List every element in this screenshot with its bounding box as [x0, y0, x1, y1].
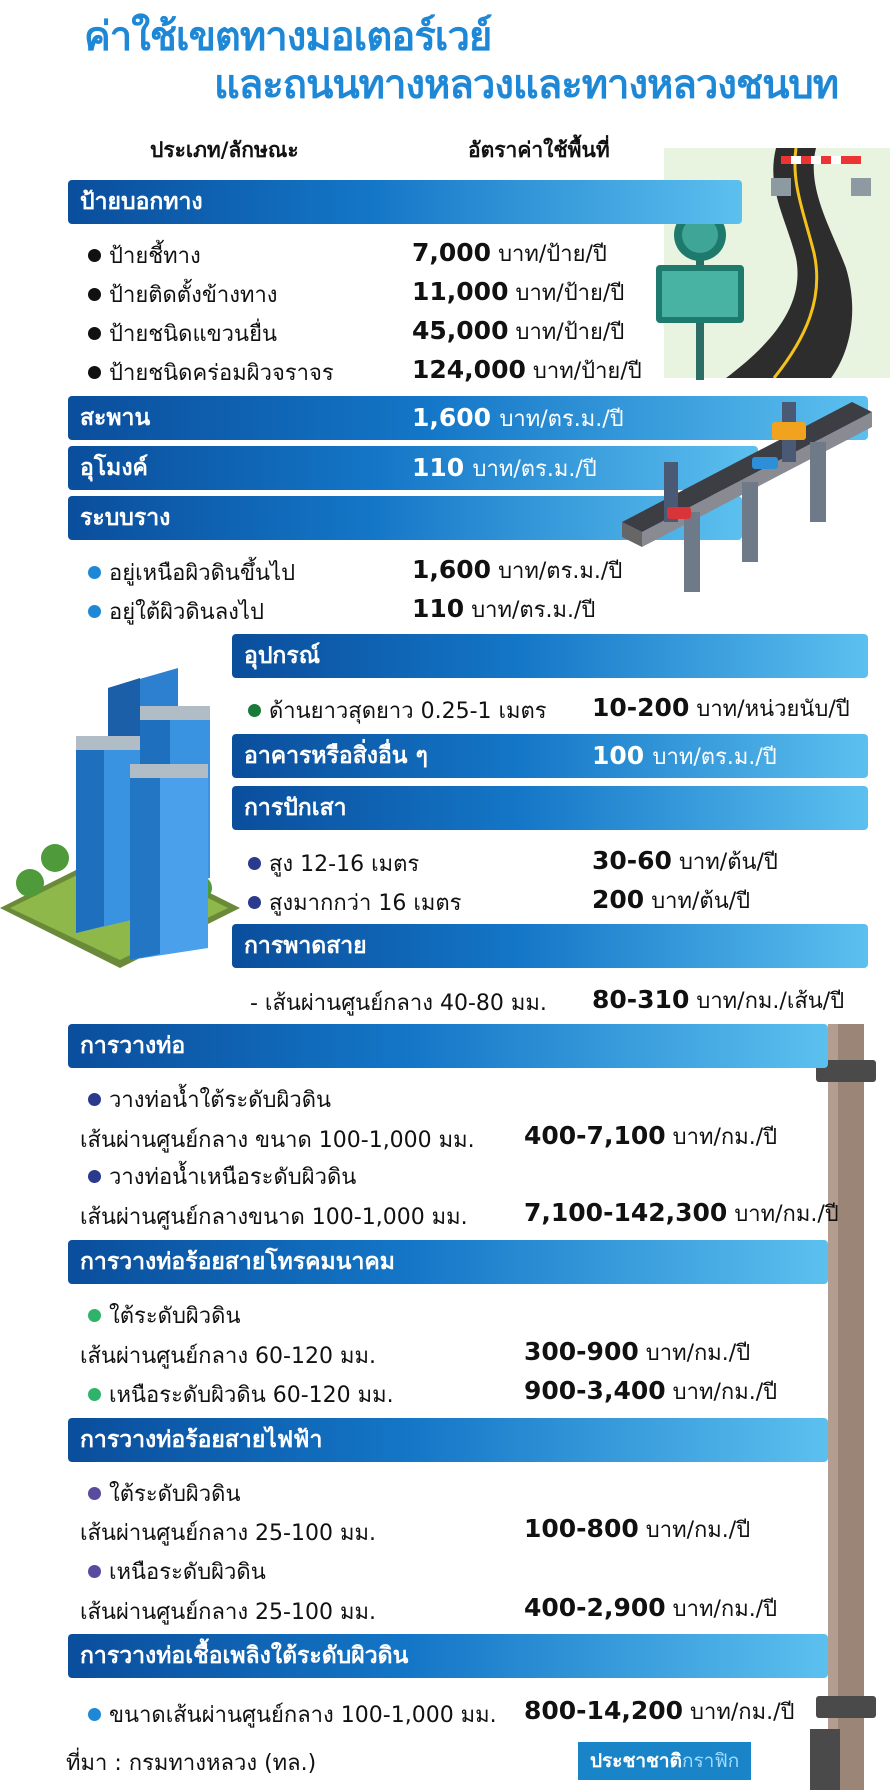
- column-header-type: ประเภท/ลักษณะ: [150, 138, 299, 162]
- item-unit: บาท/ป้าย/ปี: [515, 281, 625, 306]
- bullet-icon: [88, 1388, 101, 1401]
- list-item: [80, 1515, 376, 1550]
- bullet-icon: [88, 1309, 101, 1322]
- item-value: 110: [412, 594, 465, 623]
- section-header-power: [68, 1418, 828, 1462]
- list-item: [88, 1377, 394, 1412]
- building-rate: [592, 739, 777, 774]
- item-rate: [592, 691, 850, 726]
- item-value: 10-200: [592, 693, 690, 722]
- bullet-icon: [88, 1170, 101, 1183]
- item-label: เส้นผ่านศูนย์กลางขนาด 100-1,000 มม.: [80, 1205, 468, 1230]
- bullet-icon: [88, 1487, 101, 1500]
- item-value: 30-60: [592, 846, 672, 875]
- list-item: [88, 355, 334, 390]
- item-rate: [524, 1694, 794, 1729]
- section-header-bridge-label: สะพาน: [80, 405, 151, 431]
- sub-heading: [88, 1082, 331, 1117]
- item-label: เส้นผ่านศูนย์กลาง 25-100 มม.: [80, 1600, 376, 1625]
- item-value: 124,000: [412, 355, 526, 384]
- list-item: [80, 1594, 376, 1629]
- section-header-poles-label: การปักเสา: [244, 795, 347, 821]
- item-unit: บาท/ต้น/ปี: [671, 850, 778, 875]
- item-value: 7,100-142,300: [524, 1198, 728, 1227]
- item-value: 7,000: [412, 238, 492, 267]
- list-item: [88, 555, 295, 590]
- title-line2: และถนนทางหลวงและทางหลวงชนบท: [214, 62, 839, 108]
- item-value: 800-14,200: [524, 1696, 684, 1725]
- sub-heading-label: วางท่อน้ำใต้ระดับผิวดิน: [109, 1088, 332, 1113]
- item-value: 400-7,100: [524, 1121, 666, 1150]
- item-label: - เส้นผ่านศูนย์กลาง 40-80 มม.: [250, 991, 547, 1016]
- section-header-signs-label: ป้ายบอกทาง: [80, 189, 203, 215]
- item-unit: บาท/กม./ปี: [734, 1202, 839, 1227]
- bridge-rate: [412, 401, 624, 436]
- section-header-building: [232, 734, 868, 778]
- section-header-fuel-label: การวางท่อเชื้อเพลิงใต้ระดับผิวดิน: [80, 1643, 409, 1669]
- bullet-icon: [88, 249, 101, 262]
- item-unit: บาท/ตร.ม./ปี: [498, 559, 623, 584]
- item-rate: [524, 1196, 839, 1231]
- section-header-poles: [232, 786, 868, 830]
- list-item: [88, 594, 264, 629]
- building-value: 100: [592, 740, 645, 770]
- item-unit: บาท/ป้าย/ปี: [532, 359, 642, 384]
- item-value: 300-900: [524, 1337, 639, 1366]
- item-unit: บาท/ป้าย/ปี: [498, 242, 607, 267]
- section-header-telecom-label: การวางท่อร้อยสายโทรคมนาคม: [80, 1249, 395, 1275]
- bullet-icon: [88, 366, 101, 379]
- sub-heading: [88, 1159, 356, 1194]
- column-header-rate: อัตราค่าใช้พื้นที่: [468, 138, 610, 162]
- item-label: ป้ายชี้ทาง: [109, 244, 201, 269]
- brand-main: ประชาชาติ: [590, 1750, 682, 1772]
- section-header-building-label: อาคารหรือสิ่งอื่น ๆ: [244, 743, 428, 769]
- bullet-icon: [248, 896, 261, 909]
- item-unit: บาท/ตร.ม./ปี: [471, 598, 596, 623]
- item-label: ขนาดเส้นผ่านศูนย์กลาง 100-1,000 มม.: [109, 1703, 497, 1728]
- item-rate: [412, 314, 624, 349]
- list-item: [88, 1697, 497, 1732]
- item-rate: [412, 553, 622, 588]
- bullet-icon: [88, 1565, 101, 1578]
- section-header-telecom: [68, 1240, 828, 1284]
- item-value: 400-2,900: [524, 1593, 666, 1622]
- sub-heading-label: วางท่อน้ำเหนือระดับผิวดิน: [109, 1165, 357, 1190]
- item-rate: [592, 883, 750, 918]
- section-header-power-label: การวางท่อร้อยสายไฟฟ้า: [80, 1427, 323, 1453]
- bullet-icon: [88, 1708, 101, 1721]
- item-rate: [524, 1374, 777, 1409]
- item-unit: บาท/กม./ปี: [690, 1700, 795, 1725]
- list-item: [88, 316, 277, 351]
- list-item: [88, 277, 278, 312]
- item-unit: บาท/กม./ปี: [645, 1341, 751, 1366]
- item-value: 45,000: [412, 316, 509, 345]
- section-header-fuel: [68, 1634, 828, 1678]
- list-item: [248, 885, 461, 920]
- tunnel-value: 110: [412, 452, 465, 482]
- item-label: เหนือระดับผิวดิน 60-120 มม.: [109, 1383, 394, 1408]
- item-unit: บาท/ป้าย/ปี: [515, 320, 625, 345]
- bullet-icon: [88, 1093, 101, 1106]
- item-label: สูงมากกว่า 16 เมตร: [269, 891, 462, 916]
- item-value: 11,000: [412, 277, 509, 306]
- item-unit: บาท/กม./ปี: [672, 1125, 778, 1150]
- item-unit: บาท/กม./ปี: [672, 1380, 778, 1405]
- list-item: [80, 1199, 468, 1234]
- section-header-equipment-label: อุปกรณ์: [244, 643, 321, 669]
- item-unit: บาท/กม./เส้น/ปี: [696, 989, 845, 1014]
- item-label: อยู่เหนือผิวดินขึ้นไป: [109, 561, 296, 586]
- bullet-icon: [88, 288, 101, 301]
- item-rate: [412, 275, 624, 310]
- bullet-icon: [88, 566, 101, 579]
- bridge-illustration: [622, 382, 872, 602]
- item-value: 1,600: [412, 555, 492, 584]
- sub-heading: [88, 1554, 266, 1589]
- signpost-illustration: [652, 205, 748, 380]
- item-unit: บาท/หน่วยนับ/ปี: [696, 697, 850, 722]
- item-unit: บาท/ต้น/ปี: [651, 889, 751, 914]
- bullet-icon: [88, 605, 101, 618]
- item-label: เส้นผ่านศูนย์กลาง 60-120 มม.: [80, 1344, 376, 1369]
- sub-heading-label: ใต้ระดับผิวดิน: [109, 1304, 241, 1329]
- section-header-cables-label: การพาดสาย: [244, 933, 367, 959]
- item-label: ป้ายติดตั้งข้างทาง: [109, 283, 278, 308]
- brand-logo: [578, 1742, 751, 1780]
- item-label: อยู่ใต้ผิวดินลงไป: [109, 600, 264, 625]
- brand-sub: กราฟิก: [681, 1750, 740, 1772]
- item-label: สูง 12-16 เมตร: [269, 852, 420, 877]
- item-rate: [524, 1591, 777, 1626]
- list-item: [80, 1338, 376, 1373]
- item-value: 200: [592, 885, 645, 914]
- section-header-signs: [68, 180, 742, 224]
- section-header-rail-label: ระบบราง: [80, 505, 171, 531]
- list-item: [248, 846, 419, 881]
- bridge-value: 1,600: [412, 402, 492, 432]
- item-label: เส้นผ่านศูนย์กลาง ขนาด 100-1,000 มม.: [80, 1128, 475, 1153]
- item-unit: บาท/กม./ปี: [672, 1597, 778, 1622]
- item-label: ป้ายชนิดคร่อมผิวจราจร: [109, 361, 334, 386]
- bullet-icon: [248, 704, 261, 717]
- bullet-icon: [248, 857, 261, 870]
- item-rate: [524, 1119, 777, 1154]
- item-label: เส้นผ่านศูนย์กลาง 25-100 มม.: [80, 1521, 376, 1546]
- item-value: 80-310: [592, 985, 690, 1014]
- sub-heading-label: เหนือระดับผิวดิน: [109, 1560, 266, 1585]
- tunnel-unit: บาท/ตร.ม./ปี: [472, 456, 597, 482]
- item-rate: [524, 1512, 750, 1547]
- list-item: [80, 1122, 475, 1157]
- sub-heading: [88, 1476, 240, 1511]
- section-header-pipes-label: การวางท่อ: [80, 1033, 186, 1059]
- item-value: 100-800: [524, 1514, 639, 1543]
- item-rate: [524, 1335, 750, 1370]
- item-rate: [412, 236, 607, 271]
- source-note: ที่มา : กรมทางหลวง (ทล.): [66, 1751, 317, 1776]
- tunnel-rate: [412, 451, 597, 486]
- item-label: ป้ายชนิดแขวนยื่น: [109, 322, 278, 347]
- buildings-illustration: [0, 648, 240, 978]
- item-value: 900-3,400: [524, 1376, 666, 1405]
- sub-heading-label: ใต้ระดับผิวดิน: [109, 1482, 241, 1507]
- title-line1: ค่าใช้เขตทางมอเตอร์เวย์: [84, 14, 492, 60]
- list-item: [88, 238, 201, 273]
- sub-heading: [88, 1298, 240, 1333]
- bullet-icon: [88, 327, 101, 340]
- building-unit: บาท/ตร.ม./ปี: [652, 744, 777, 770]
- item-rate: [412, 353, 642, 388]
- item-rate: [412, 592, 595, 627]
- section-header-cables: [232, 924, 868, 968]
- section-header-pipes: [68, 1024, 828, 1068]
- item-rate: [592, 844, 778, 879]
- list-item: [250, 985, 547, 1020]
- section-header-tunnel-label: อุโมงค์: [80, 455, 148, 481]
- item-unit: บาท/กม./ปี: [645, 1518, 751, 1543]
- bridge-unit: บาท/ตร.ม./ปี: [499, 406, 624, 432]
- item-label: ด้านยาวสุดยาว 0.25-1 เมตร: [269, 699, 547, 724]
- list-item: [248, 693, 547, 728]
- section-header-equipment: [232, 634, 868, 678]
- item-rate: [592, 983, 844, 1018]
